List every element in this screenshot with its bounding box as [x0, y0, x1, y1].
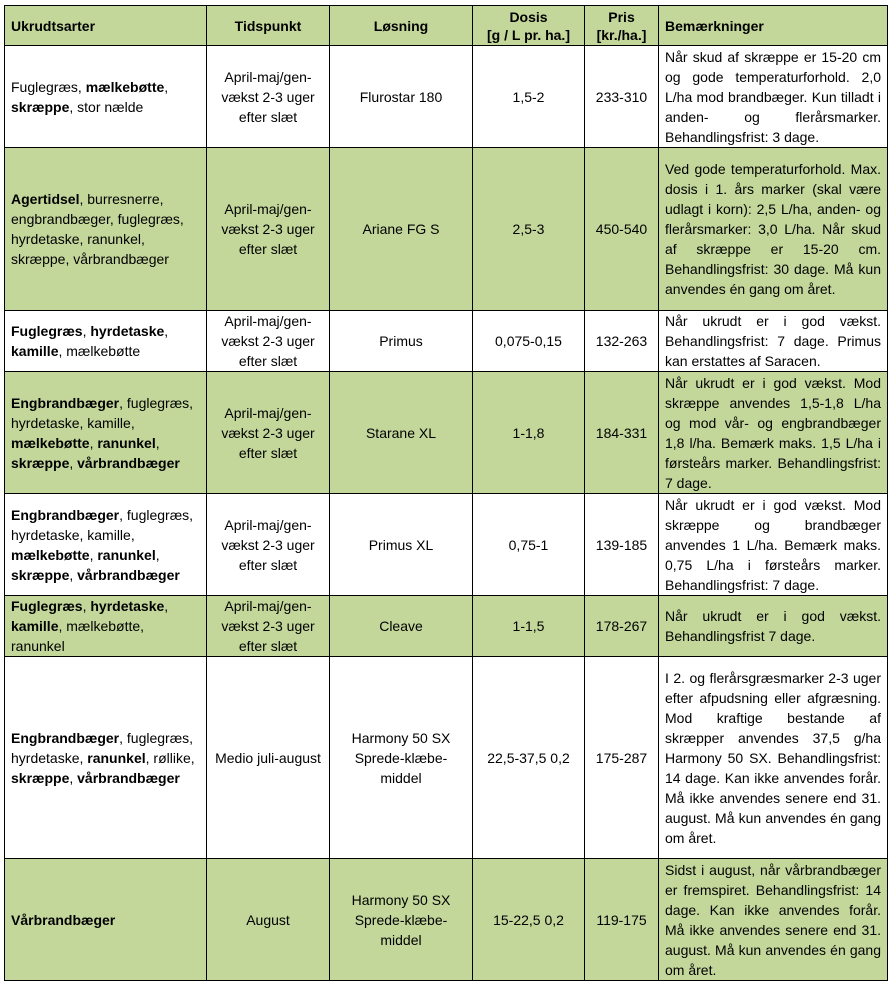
header-remarks: Bemærkninger	[659, 6, 888, 46]
weed-name-bold: ranunkel	[97, 434, 156, 451]
cell-weeds	[5, 46, 207, 148]
weed-name-bold: kamille	[11, 618, 59, 634]
weed-name: ,	[69, 454, 78, 471]
table-row	[5, 494, 888, 596]
weed-name-bold: skræppe	[11, 98, 70, 115]
cell-dose: 0,75-1	[473, 494, 585, 596]
weed-name-bold: Agertidsel	[11, 191, 80, 207]
cell-solution: Cleave	[330, 596, 473, 657]
cell-timing: April-maj/gen-vækst 2-3 uger efter slæt	[207, 596, 330, 657]
weed-name-bold: kamille	[11, 343, 59, 359]
weed-name: ,	[164, 78, 169, 95]
weed-control-table	[4, 5, 888, 981]
cell-dose: 15-22,5 0,2	[473, 859, 585, 981]
cell-price: 119-175	[585, 859, 659, 981]
cell-timing: Medio juli-august	[207, 657, 330, 859]
cell-remarks: I 2. og flerårsgræsmarker 2-3 uger efter afpudsning eller afgræsning. Mod kraftige bestande af skræpper anvendes 37,5 g/ha Harmony 50 SX. Behandlingsfrist: 14 dage. Kan ikke anvendes forår. Må ikke anvendes senere end 31. august. Må kun anvendes én gang om året.	[659, 657, 888, 859]
weed-name-bold: ranunkel	[97, 546, 156, 563]
weed-name: , burresnerre, engbrandbæger, fuglegræs, hyrdetaske, ranunkel, skræppe, vårbrandbæger	[11, 191, 184, 267]
cell-weeds	[5, 494, 207, 596]
table-row	[5, 657, 888, 859]
weed-name-bold: Fuglegræs	[11, 598, 83, 614]
cell-price: 175-287	[585, 657, 659, 859]
weed-name: ,	[82, 323, 91, 339]
cell-price: 178-267	[585, 596, 659, 657]
cell-timing: April-maj/gen-vækst 2-3 uger efter slæt	[207, 148, 330, 311]
cell-price: 184-331	[585, 372, 659, 494]
cell-solution: Primus XL	[330, 494, 473, 596]
weed-name: ,	[89, 546, 98, 563]
weed-name: , stor nælde	[69, 98, 144, 115]
weed-name: ,	[69, 769, 78, 786]
weed-name-bold: skræppe	[11, 454, 70, 471]
weed-name-bold: Fuglegræs	[11, 323, 83, 339]
cell-timing: August	[207, 859, 330, 981]
weed-name: , fuglegræs, hyrdetaske,	[11, 729, 194, 766]
weed-name: ,	[155, 434, 160, 451]
weed-name-bold: mælkebøtte	[85, 78, 165, 95]
cell-solution: Starane XL	[330, 372, 473, 494]
cell-weeds	[5, 596, 207, 657]
weed-name-bold: vårbrandbæger	[77, 566, 180, 583]
table-row	[5, 46, 888, 148]
cell-weeds	[5, 311, 207, 372]
cell-solution: Primus	[330, 311, 473, 372]
weed-name: , mælkebøtte, ranunkel	[11, 618, 145, 654]
cell-remarks: Når skud af skræppe er 15-20 cm og gode temperaturforhold. 2,0 L/ha mod brandbæger. Kun tilladt i anden- og flerårsmarker. Behandlingsfrist: 3 dage.	[659, 46, 888, 148]
cell-solution: Flurostar 180	[330, 46, 473, 148]
table-row	[5, 311, 888, 372]
weed-name: ,	[164, 323, 169, 339]
cell-remarks: Sidst i august, når vårbrandbæger er fremspiret. Behandlingsfrist: 14 dage. Kan ikke anvendes forår. Må ikke anvendes senere end 31. august. Må kun anvendes én gang om året.	[659, 859, 888, 981]
cell-price: 139-185	[585, 494, 659, 596]
weed-name-bold: ranunkel	[87, 749, 146, 766]
cell-weeds	[5, 859, 207, 981]
cell-solution: Ariane FG S	[330, 148, 473, 311]
weed-name-bold: hyrdetaske	[90, 323, 165, 339]
cell-remarks: Når ukrudt er i god vækst. Mod skræppe og brandbæger anvendes 1 L/ha. Bemærk maks. 0,75 L/ha i førsteårs marker. Behandlingsfrist: 7 dage.	[659, 494, 888, 596]
weed-name-bold: mælkebøtte	[11, 546, 90, 563]
header-timing: Tidspunkt	[207, 6, 330, 46]
cell-weeds	[5, 657, 207, 859]
cell-dose: 1-1,5	[473, 596, 585, 657]
cell-timing: April-maj/gen-vækst 2-3 uger efter slæt	[207, 46, 330, 148]
weed-name: , røllike,	[145, 749, 195, 766]
cell-timing: April-maj/gen-vækst 2-3 uger efter slæt	[207, 311, 330, 372]
cell-remarks: Når ukrudt er i god vækst. Behandlingsfrist: 7 dage. Primus kan erstattes af Saracen.	[659, 311, 888, 372]
cell-dose: 1-1,8	[473, 372, 585, 494]
table-row	[5, 596, 888, 657]
header-dose-title: Dosis	[509, 8, 548, 25]
weed-name-bold: Vårbrandbæger	[11, 911, 116, 928]
header-weeds: Ukrudtsarter	[5, 6, 207, 46]
cell-remarks: Når ukrudt er i god vækst. Mod skræppe anvendes 1,5-1,8 L/ha og mod vår- og engbrandbæger 1,8 l/ha. Bemærk maks. 1,5 L/ha i førsteårs marker. Behandlingsfrist: 7 dage.	[659, 372, 888, 494]
weed-name: , mælkebøtte	[58, 343, 141, 359]
cell-dose: 2,5-3	[473, 148, 585, 311]
weed-name: ,	[155, 546, 160, 563]
weed-name-bold: Engbrandbæger	[11, 506, 120, 523]
cell-price: 450-540	[585, 148, 659, 311]
cell-timing: April-maj/gen-vækst 2-3 uger efter slæt	[207, 372, 330, 494]
weed-name-bold: Engbrandbæger	[11, 729, 120, 746]
header-dose	[473, 6, 585, 46]
header-price-unit: [kr./ha.]	[596, 26, 647, 43]
weed-name-bold: skræppe	[11, 769, 70, 786]
cell-remarks: Når ukrudt er i god vækst. Behandlingsfrist 7 dage.	[659, 596, 888, 657]
cell-dose: 0,075-0,15	[473, 311, 585, 372]
cell-price: 132-263	[585, 311, 659, 372]
cell-weeds	[5, 148, 207, 311]
weed-name-bold: hyrdetaske	[90, 598, 165, 614]
table-row	[5, 148, 888, 311]
header-solution: Løsning	[330, 6, 473, 46]
weed-name-bold: mælkebøtte	[11, 434, 90, 451]
weed-name: ,	[164, 598, 169, 614]
weed-name: ,	[82, 598, 91, 614]
cell-weeds	[5, 372, 207, 494]
header-dose-unit: [g / L pr. ha.]	[487, 26, 570, 43]
weed-name: , fuglegræs, hyrdetaske, kamille,	[11, 506, 194, 543]
header-row	[5, 6, 888, 46]
table-row	[5, 372, 888, 494]
cell-remarks: Ved gode temperaturforhold. Max. dosis i 1. års marker (skal være udlagt i korn): 2,5 L/ha, anden- og flerårsmarker: 3,0 L/ha. Når skud af skræppe er 15-20 cm. Behandlingsfrist: 30 dage. Må kun anvendes én gang om året.	[659, 148, 888, 311]
cell-solution: Harmony 50 SX Sprede-klæbe-middel	[330, 859, 473, 981]
cell-dose: 22,5-37,5 0,2	[473, 657, 585, 859]
cell-price: 233-310	[585, 46, 659, 148]
weed-name-bold: vårbrandbæger	[77, 454, 180, 471]
cell-solution: Harmony 50 SX Sprede-klæbe-middel	[330, 657, 473, 859]
header-price	[585, 6, 659, 46]
cell-dose: 1,5-2	[473, 46, 585, 148]
header-price-title: Pris	[608, 8, 635, 25]
weed-name-bold: skræppe	[11, 566, 70, 583]
weed-name: Fuglegræs,	[11, 78, 86, 95]
weed-name-bold: Engbrandbæger	[11, 394, 120, 411]
weed-name: ,	[89, 434, 98, 451]
weed-name: , fuglegræs, hyrdetaske, kamille,	[11, 394, 194, 431]
cell-timing: April-maj/gen-vækst 2-3 uger efter slæt	[207, 494, 330, 596]
weed-name: ,	[69, 566, 78, 583]
weed-name-bold: vårbrandbæger	[77, 769, 180, 786]
table-row	[5, 859, 888, 981]
